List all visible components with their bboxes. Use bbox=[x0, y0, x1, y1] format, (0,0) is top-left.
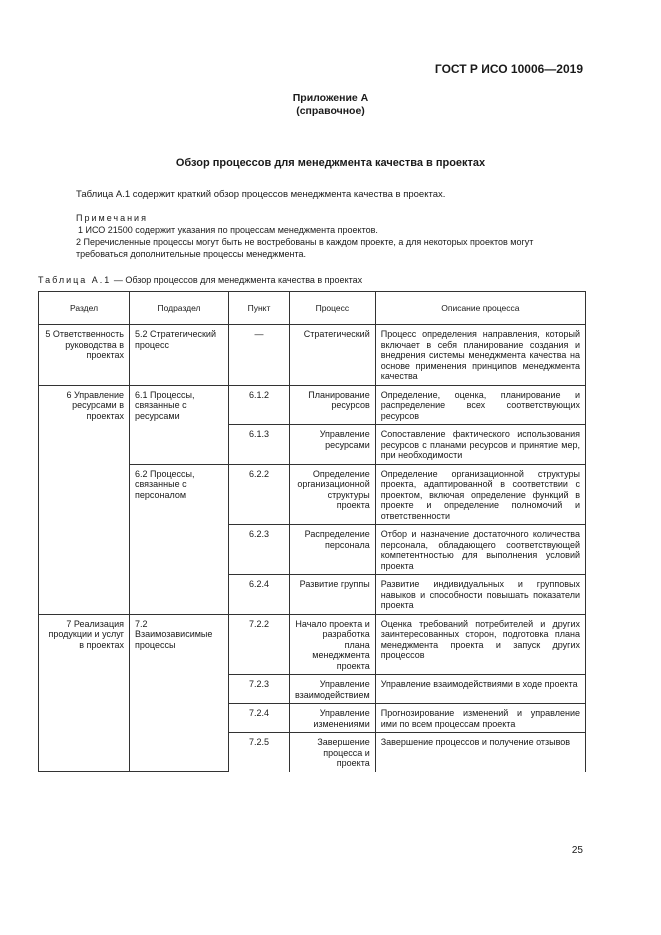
table-header-row bbox=[39, 292, 586, 325]
cell-clause: 7.2.2 bbox=[229, 614, 290, 675]
cell-description: Определение, оценка, планирование и распределение всех соответствующих ресурсов bbox=[375, 385, 585, 425]
cell-subsection: 7.2 Взаимозависимые процессы bbox=[130, 614, 229, 772]
notes-heading: Примечания bbox=[76, 213, 148, 223]
cell-clause: 7.2.3 bbox=[229, 675, 290, 704]
annex-heading bbox=[0, 92, 661, 118]
cell-description: Определение организационной структуры проекта, адаптированной в соответствии с проектом, включая определение функций в проекте и определение полномочий и ответственности bbox=[375, 464, 585, 525]
cell-process: Начало проекта и разработка плана менеджмента проекта bbox=[290, 614, 376, 675]
intro-paragraph: Таблица А.1 содержит краткий обзор процессов менеджмента качества в проектах. bbox=[76, 189, 446, 200]
cell-subsection: 6.1 Процессы, связанные с ресурсами bbox=[130, 385, 229, 464]
section-title: Обзор процессов для менеджмента качества в проектах bbox=[175, 157, 486, 169]
header-description: Описание процесса bbox=[375, 292, 585, 325]
note-item: 1 ИСО 21500 содержит указания по процессам менеджмента проектов. bbox=[78, 225, 378, 235]
table-row bbox=[39, 325, 586, 386]
table-row bbox=[39, 614, 586, 675]
cell-process: Стратегический bbox=[290, 325, 376, 386]
cell-section: 6 Управление ресурсами в проектах bbox=[39, 385, 130, 614]
table-caption-label: Таблица А.1 bbox=[38, 275, 112, 285]
cell-clause: 7.2.4 bbox=[229, 704, 290, 733]
cell-clause: 6.2.4 bbox=[229, 575, 290, 615]
cell-process: Управление изменениями bbox=[290, 704, 376, 733]
cell-process: Развитие группы bbox=[290, 575, 376, 615]
cell-description: Управление взаимодействиями в ходе проекта bbox=[375, 675, 585, 704]
cell-description: Процесс определения направления, который включает в себя планирование создания и внедрения системы менеджмента качества на основе применения принципов менеджмента качества bbox=[375, 325, 585, 386]
cell-process: Определение организационной структуры проекта bbox=[290, 464, 376, 525]
cell-subsection: 6.2 Процессы, связанные с персоналом bbox=[130, 464, 229, 614]
cell-clause: 6.1.3 bbox=[229, 425, 290, 465]
cell-subsection: 5.2 Стратегический процесс bbox=[130, 325, 229, 386]
process-table bbox=[38, 291, 586, 772]
cell-description: Сопоставление фактического использования ресурсов с планами ресурсов и принятие мер, при необходимости bbox=[375, 425, 585, 465]
cell-process: Завершение процесса и проекта bbox=[290, 733, 376, 772]
cell-process: Управление ресурсами bbox=[290, 425, 376, 465]
annex-title: Приложение А bbox=[292, 92, 369, 104]
table-row bbox=[39, 385, 586, 425]
cell-clause: 6.2.3 bbox=[229, 525, 290, 575]
note-item: 2 Перечисленные процессы могут быть не востребованы в каждом проекте, а для некоторых проектов могут требоваться дополнительные процессы менеджмента. bbox=[76, 237, 534, 259]
cell-process: Распределение персонала bbox=[290, 525, 376, 575]
document-code: ГОСТ Р ИСО 10006—2019 bbox=[434, 62, 583, 76]
table-caption bbox=[38, 275, 362, 285]
header-subsection: Подраздел bbox=[130, 292, 229, 325]
cell-section: 5 Ответственность руководства в проектах bbox=[39, 325, 130, 386]
table-caption-text: — Обзор процессов для менеджмента качества в проектах bbox=[111, 275, 363, 285]
cell-description: Прогнозирование изменений и управление ими по всем процессам проекта bbox=[375, 704, 585, 733]
notes-block bbox=[76, 212, 586, 260]
cell-description: Завершение процессов и получение отзывов bbox=[375, 733, 585, 772]
annex-subtitle: (справочное) bbox=[296, 105, 365, 117]
cell-clause: 7.2.5 bbox=[229, 733, 290, 772]
cell-description: Развитие индивидуальных и групповых навыков и способности повышать показатели проекта bbox=[375, 575, 585, 615]
header-process: Процесс bbox=[290, 292, 376, 325]
page-number: 25 bbox=[571, 845, 583, 856]
header-clause: Пункт bbox=[229, 292, 290, 325]
header-section: Раздел bbox=[39, 292, 130, 325]
cell-process: Управление взаимодействием bbox=[290, 675, 376, 704]
cell-description: Оценка требований потребителей и других заинтересованных сторон, подготовка плана менеджмента проекта и запуск других процессов bbox=[375, 614, 585, 675]
cell-clause: — bbox=[229, 325, 290, 386]
cell-clause: 6.1.2 bbox=[229, 385, 290, 425]
cell-description: Отбор и назначение достаточного количества персонала, обладающего соответствующей компетентностью для выполнения условий проекта bbox=[375, 525, 585, 575]
cell-process: Планирование ресурсов bbox=[290, 385, 376, 425]
cell-section: 7 Реализация продукции и услуг в проектах bbox=[39, 614, 130, 772]
cell-clause: 6.2.2 bbox=[229, 464, 290, 525]
